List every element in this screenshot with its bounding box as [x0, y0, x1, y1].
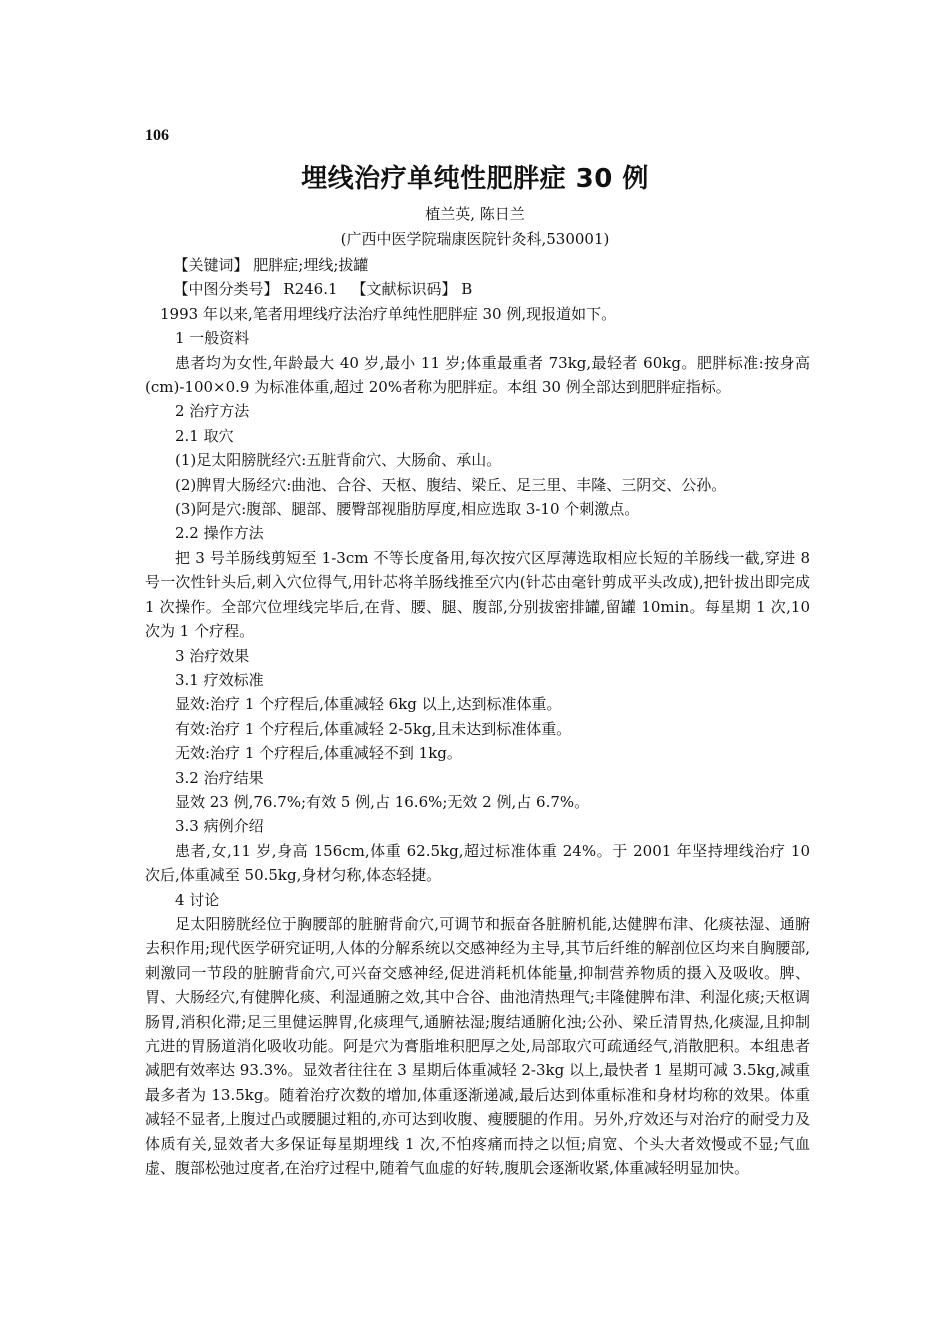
section-2-2-text: 把 3 号羊肠线剪短至 1-3cm 不等长度备用,每次按穴区厚薄选取相应长短的羊肠线一截,穿进 8 号一次性针头后,刺入穴位得气,用针芯将羊肠线推至穴内(针芯由毫针剪成平头改成),把针拔出即完成 1 次操作。全部穴位埋线完毕后,在背、腰、腿、腹部,分别拔密排罐,留罐 10min。每星期 1 次,10 次为 1 个疗程。: [145, 548, 810, 641]
section-4-heading: 4 讨论: [175, 890, 220, 909]
acupoint-item-3: (3)阿是穴:腹部、腿部、腰臀部视脂肪厚度,相应选取 3-10 个刺激点。: [175, 500, 640, 519]
authors: 植兰英, 陈日兰: [425, 205, 525, 223]
section-2-heading: 2 治疗方法: [175, 402, 250, 421]
article-title: 埋线治疗单纯性肥胖症 30 例: [301, 164, 649, 194]
document-code: 【文献标识码】 B: [351, 280, 473, 299]
section-3-3-text: 患者,女,11 岁,身高 156cm,体重 62.5kg,超过标准体重 24%。于 2001 年坚持埋线治疗 10 次后,体重减至 50.5kg,身材匀称,体态轻捷。: [145, 841, 810, 885]
section-1-heading: 1 一般资料: [175, 329, 250, 348]
section-3-2-text: 显效 23 例,76.7%;有效 5 例,占 16.6%;无效 2 例,占 6.7%。: [175, 792, 590, 811]
page-number: 106: [145, 127, 169, 144]
section-2-1-heading: 2.1 取穴: [175, 426, 234, 445]
criteria-item-3: 无效:治疗 1 个疗程后,体重减轻不到 1kg。: [175, 744, 462, 763]
section-3-heading: 3 治疗效果: [175, 646, 250, 665]
section-3-3-heading: 3.3 病例介绍: [175, 817, 264, 836]
classification-code: 【中图分类号】 R246.1: [173, 280, 338, 299]
intro-paragraph: 1993 年以来,笔者用埋线疗法治疗单纯性肥胖症 30 例,现报道如下。: [160, 304, 617, 323]
keywords: 【关键词】 肥胖症;埋线;拔罐: [173, 256, 369, 274]
section-4-text: 足太阳膀胱经位于胸腰部的脏腑背俞穴,可调节和振奋各脏腑机能,达健脾布津、化痰祛湿、通腑去积作用;现代医学研究证明,人体的分解系统以交感神经为主导,其节后纤维的解剖位区均来自胸腰部,刺激同一节段的脏腑背俞穴,可兴奋交感神经,促进消耗机体能量,抑制营养物质的摄入及吸收。脾、胃、大肠经穴,有健脾化痰、利湿通腑之效,其中合谷、曲池清热理气;丰隆健脾布津、利湿化痰;天枢调肠胃,消积化滞;足三里健运脾胃,化痰理气,通腑祛湿;腹结通腑化浊;公孙、梁丘清胃热,化痰湿,且抑制亢进的胃肠道消化吸收功能。阿是穴为膏脂堆积肥厚之处,局部取穴可疏通经气,消散肥积。本组患者减肥有效率达 93.3%。显效者往往在 3 星期后体重减轻 2-3kg 以上,最快者 1 星期可减 3.5kg,减重最多者为 13.5kg。随着治疗次数的增加,体重逐渐递减,最后达到体重标准和身材均称的效果。体重减轻不显者,上腹过凸或腰腿过粗的,亦可达到收腹、瘦腰腿的作用。另外,疗效还与对治疗的耐受力及体质有关,显效者大多保证每星期埋线 1 次,不怕疼痛而持之以恒;肩宽、个头大者效慢或不显;气血虚、腹部松弛过度者,在治疗过程中,随着气血虚的好转,腹肌会逐渐收紧,体重减轻明显加快。: [145, 914, 810, 1178]
acupoint-item-1: (1)足太阳膀胱经穴:五脏背俞穴、大肠俞、承山。: [175, 451, 502, 470]
criteria-item-1: 显效:治疗 1 个疗程后,体重减轻 6kg 以上,达到标准体重。: [175, 695, 562, 714]
acupoint-item-2: (2)脾胃大肠经穴:曲池、合谷、天枢、腹结、梁丘、足三里、丰隆、三阴交、公孙。: [175, 475, 727, 494]
affiliation: (广西中医学院瑞康医院针灸科,530001): [340, 230, 610, 248]
section-1-text: 患者均为女性,年龄最大 40 岁,最小 11 岁;体重最重者 73kg,最轻者 60kg。肥胖标准:按身高(cm)-100×0.9 为标准体重,超过 20%者称为肥胖症。本组 30 例全部达到肥胖症指标。: [145, 353, 810, 397]
criteria-item-2: 有效:治疗 1 个疗程后,体重减轻 2-5kg,且未达到标准体重。: [175, 719, 572, 738]
article-body: [145, 253, 810, 1180]
section-3-1-heading: 3.1 疗效标准: [175, 670, 264, 689]
section-2-2-heading: 2.2 操作方法: [175, 524, 264, 543]
section-3-2-heading: 3.2 治疗结果: [175, 768, 264, 787]
classification-line: [145, 277, 810, 301]
